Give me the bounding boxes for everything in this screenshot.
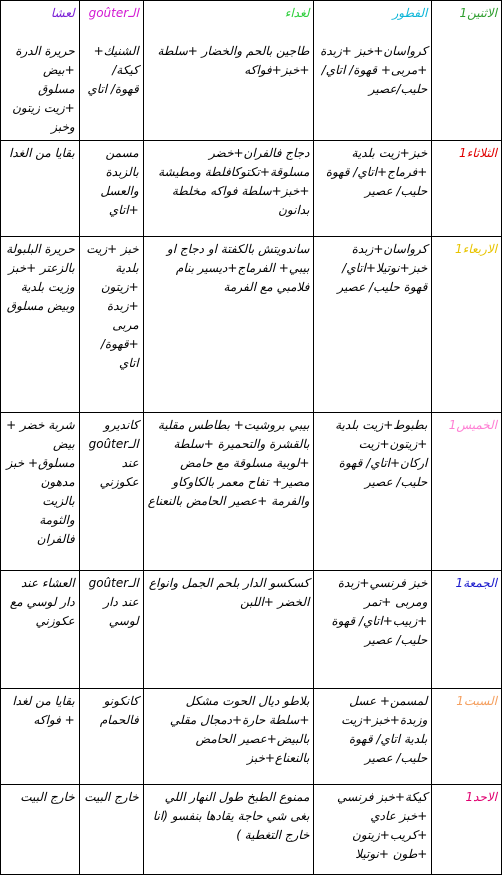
day-monday-cell [432, 1, 502, 141]
snack-cell: كانديرو الـgoûter عند عكوزني [79, 413, 143, 571]
monday-breakfast-text: كرواسان+خبز +زبدة +مربى+ قهوة/ اتاي/ حليب/عصير [320, 44, 428, 96]
day-cell: الاحد1 [432, 785, 502, 875]
breakfast-cell: لمسمن+ عسل وزبدة+خبز+زيت بلدية اتاي/ قهوة حليب/ عصير [314, 689, 432, 785]
lunch-header: لغداء [284, 6, 310, 20]
table-row [1, 237, 502, 413]
day-cell: الجمعة1 [432, 571, 502, 689]
day-cell: الاربعاء1 [432, 237, 502, 413]
monday-lunch-cell [143, 1, 314, 141]
dinner-cell: بقايا من لغدا + فواكه [1, 689, 80, 785]
monday-snack-text: الشنيك+ كيكة/ قهوة/ اتاي [87, 44, 139, 96]
header-row [1, 1, 502, 141]
breakfast-cell: بطبوط+زيت بلدية +زيتون+زيت اركان+اتاي/ قهوة حليب/ عصير [314, 413, 432, 571]
dinner-cell: بقايا من الغدا [1, 141, 80, 237]
dinner-header: لعشا [50, 6, 75, 20]
lunch-cell: ممنوع الطبخ طول النهار اللي بغى شي حاجة يقادها بنفسو (انا خارج التغطية ) [143, 785, 314, 875]
breakfast-cell: خبز فرنسي+زبدة ومربى +تمر +زبيب+اتاي/ قهوة حليب/ عصير [314, 571, 432, 689]
snack-cell: كانكونو فالحمام [79, 689, 143, 785]
snack-cell: مسمن بالزبدة والعسل +اتاي [79, 141, 143, 237]
snack-cell: الـgoûter عند دار لوسي [79, 571, 143, 689]
snack-cell: خارج البيت [79, 785, 143, 875]
table-row [1, 571, 502, 689]
day-cell: الخميس1 [432, 413, 502, 571]
breakfast-header: الفطور [392, 6, 428, 20]
table-row [1, 141, 502, 237]
table-row [1, 689, 502, 785]
dinner-cell: حريرة البلبولة بالزعتر +خبز وزيت بلدية وبيض مسلوق [1, 237, 80, 413]
snack-cell: خبز +زيت بلدية +زيتون +زبدة مربى +قهوة/ اتاي [79, 237, 143, 413]
table-body [1, 141, 502, 875]
lunch-cell: بلاطو ديال الحوت مشكل +سلطة حارة+دمجال مقلي بالبيض+عصير الحامض بالنعناع+خبز [143, 689, 314, 785]
monday-dinner-text: حريرة الدرة +بيض مسلوق +زيت زيتون وخبز [12, 44, 75, 134]
monday-dinner-cell [1, 1, 80, 141]
snack-header: الـgoûter [88, 6, 139, 20]
breakfast-cell: كرواسان+زبدة خبز+نوتيلا+اتاي/ قهوة حليب/ عصير [314, 237, 432, 413]
lunch-cell: دجاج فالفران+خضر مسلوقة+تكتوكافلطة ومطيشة +خبز+سلطة فواكه مخلطة بدانون [143, 141, 314, 237]
table-row [1, 413, 502, 571]
table-row [1, 785, 502, 875]
monday-lunch-text: طاجين بالحم والخضار +سلطة +خبز+فواكه [157, 44, 310, 77]
day-cell: الثلاثاء1 [432, 141, 502, 237]
breakfast-cell: خبز+زيت بلدية +فرماج+اتاي/ قهوة حليب/ عصير [314, 141, 432, 237]
day-monday-label: الاثنين1 [459, 6, 497, 20]
monday-snack-cell [79, 1, 143, 141]
breakfast-cell: كيكة+خبز فرنسي +خبز عادي +كريب+زيتون +طون +نوتيلا [314, 785, 432, 875]
day-cell: السبت1 [432, 689, 502, 785]
lunch-cell: كسكسو الدار بلحم الجمل وانواع الخضر +اللبن [143, 571, 314, 689]
lunch-cell: ساندويتش بالكفتة او دجاج او بيبي+ الفرماج+ديسير بنام فلامبي مع الفرمة [143, 237, 314, 413]
monday-breakfast-cell [314, 1, 432, 141]
dinner-cell: شربة خضر + بيض مسلوق+ خبز مدهون بالزيت والثومة فالفران [1, 413, 80, 571]
dinner-cell: خارج البيت [1, 785, 80, 875]
dinner-cell: العشاء عند دار لوسي مع عكوزني [1, 571, 80, 689]
lunch-cell: بيبي بروشيت+ بطاطس مقلية بالقشرة والتحميرة +سلطة +لوبية مسلوقة مع حامض مصير+ تفاح معمر بالكاوكاو والفرمة +عصير الحامض بالنعناع [143, 413, 314, 571]
